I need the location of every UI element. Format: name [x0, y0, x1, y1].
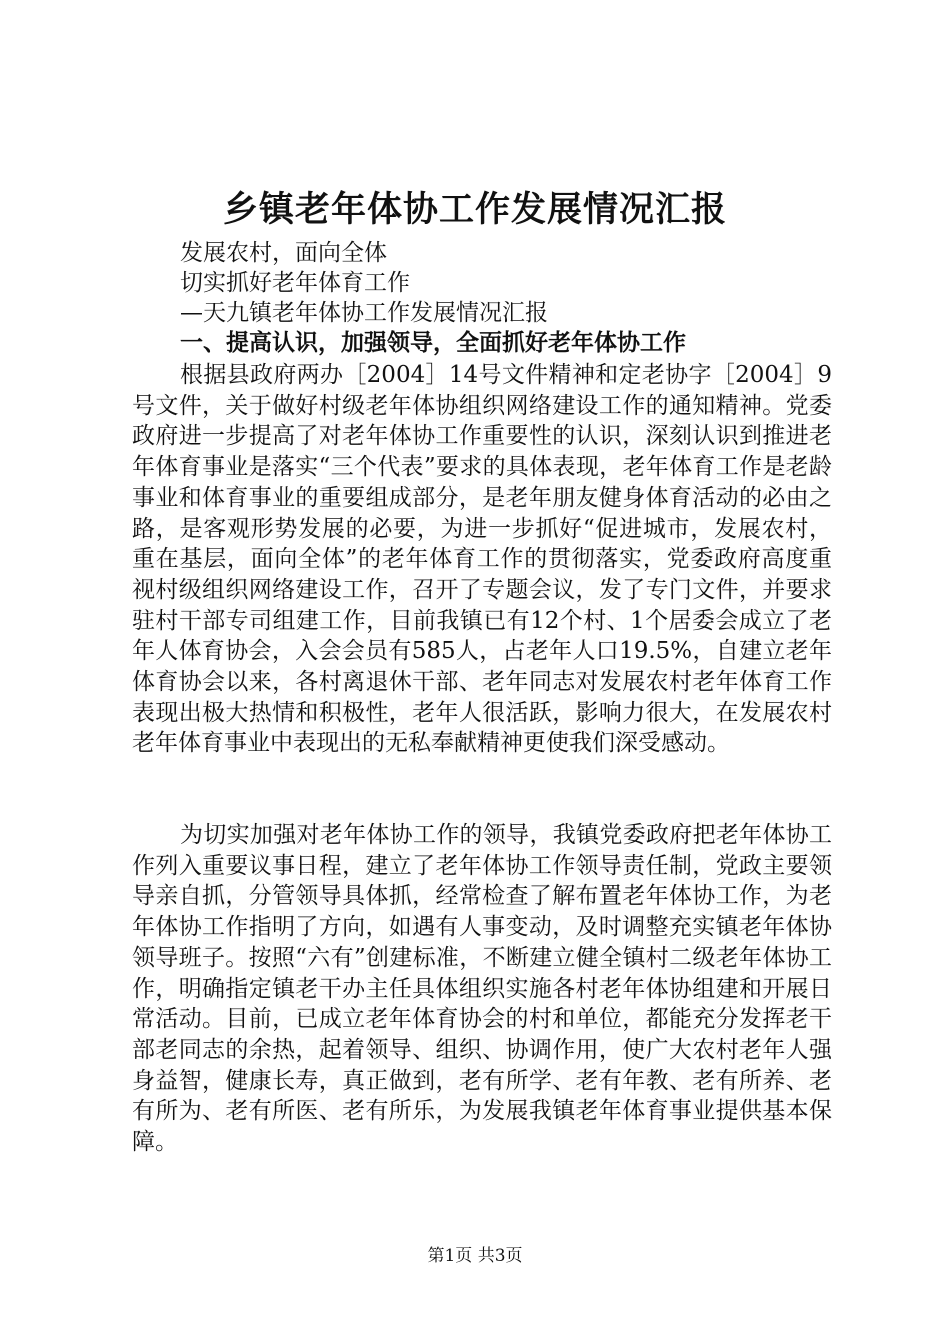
page-footer: 第1页 共3页: [427, 1246, 523, 1266]
subtitle-line-2: 切实抓好老年体育工作: [180, 270, 410, 296]
section-heading: 一、提高认识，加强领导，全面抓好老年体协工作: [180, 330, 686, 356]
subtitle-line-1: 发展农村，面向全体: [180, 240, 387, 266]
subtitle-line-3: —天九镇老年体协工作发展情况汇报: [180, 300, 548, 326]
document-title: 乡镇老年体协工作发展情况汇报: [222, 190, 727, 230]
body-paragraph-1: 根据县政府两办［2004］14号文件精神和定老协字［2004］9号文件，关于做好村级老年体协组织网络建设工作的通知精神。党委政府进一步提高了对老年体协工作重要性的认识，深刻认识到推进老年体育事业是落实“三个代表”要求的具体表现，老年体育工作是老龄事业和体育事业的重要组成部分，是老年朋友健身体育活动的必由之路，是客观形势发展的必要，为进一步抓好“促进城市，发展农村，重在基层，面向全体”的老年体育工作的贯彻落实，党委政府高度重视村级组织网络建设工作，召开了专题会议，发了专门文件，并要求驻村干部专司组建工作，目前我镇已有12个村、1个居委会成立了老年人体育协会，入会会员有585人，占老年人口19.5%，自建立老年体育协会以来，各村离退休干部、老年同志对发展农村老年体育工作表现出极大热情和积极性，老年人很活跃，影响力很大，在发展农村老年体育事业中表现出的无私奉献精神更使我们深受感动。: [132, 362, 832, 757]
body-paragraph-2: 为切实加强对老年体协工作的领导，我镇党委政府把老年体协工作列入重要议事日程，建立了老年体协工作领导责任制，党政主要领导亲自抓，分管领导具体抓，经常检查了解布置老年体协工作，为老年体协工作指明了方向，如遇有人事变动，及时调整充实镇老年体协领导班子。按照“六有”创建标准，不断建立健全镇村二级老年体协工作，明确指定镇老干办主任具体组织实施各村老年体协组建和开展日常活动。目前，已成立老年体育协会的村和单位，都能充分发挥老干部老同志的余热，起着领导、组织、协调作用，使广大农村老年人强身益智，健康长寿，真正做到，老有所学、老有年教、老有所养、老有所为、老有所医、老有所乐，为发展我镇老年体育事业提供基本保障。: [132, 822, 832, 1156]
